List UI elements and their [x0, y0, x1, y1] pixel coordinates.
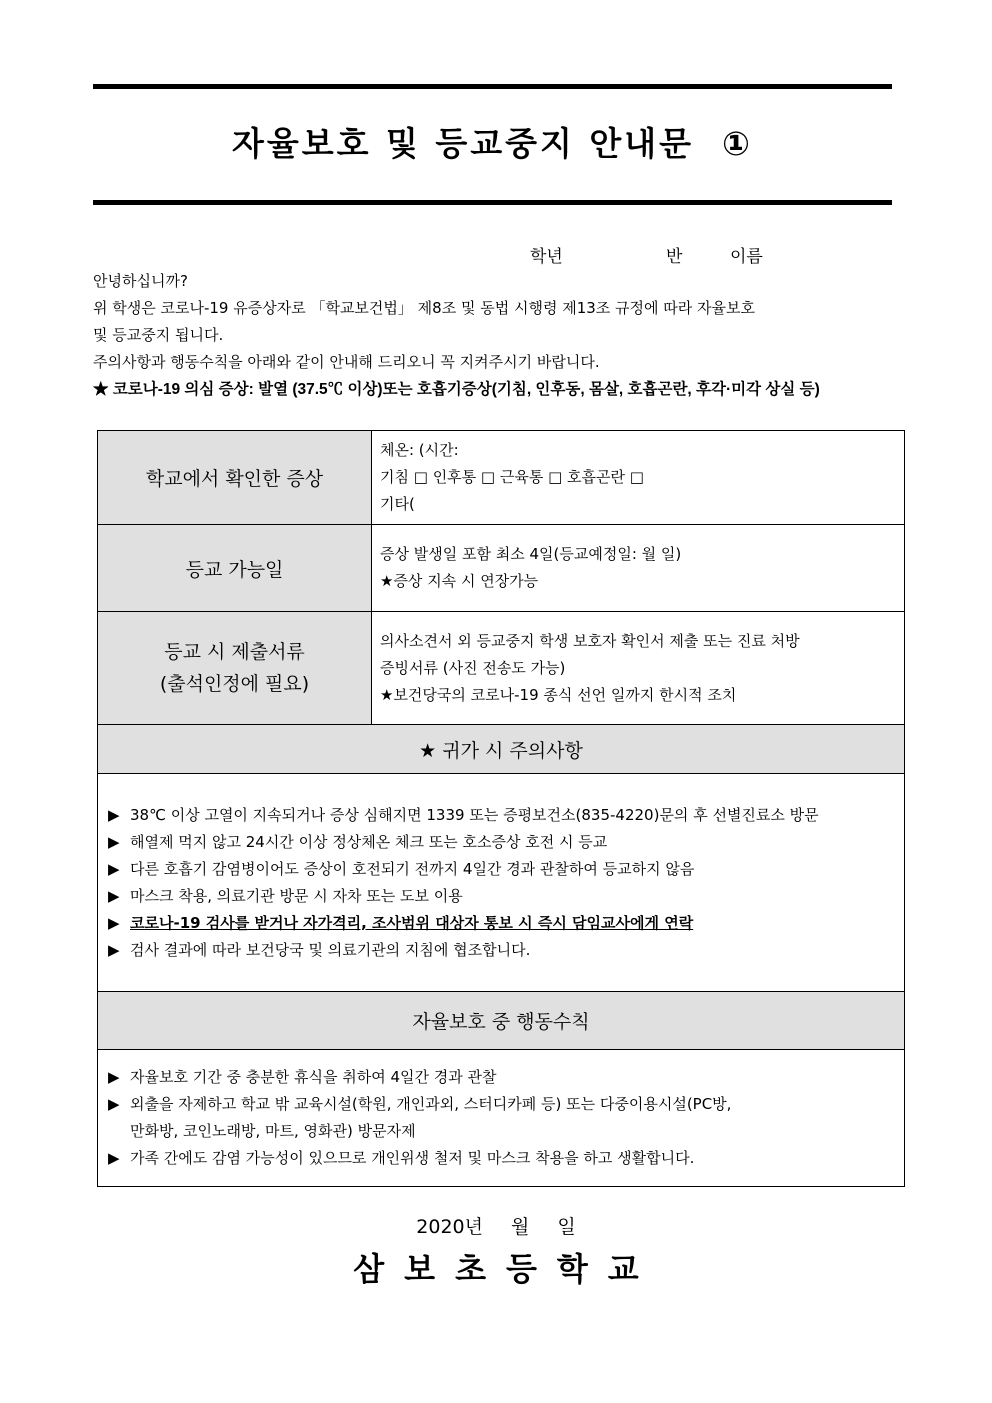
return-date-row — [98, 525, 905, 612]
return-home-list-row — [98, 774, 905, 992]
grade-label: 학년 — [530, 247, 563, 267]
list-item: ▶ 자율보호 기간 중 충분한 휴식을 취하여 4일간 경과 관찰 — [108, 1064, 894, 1091]
greeting: 안녕하십니까? — [93, 272, 188, 290]
date-year: 2020년 — [416, 1216, 483, 1238]
bullet-arrow-icon: ▶ — [108, 859, 120, 878]
return-home-list — [98, 774, 905, 992]
list-item: ▶ 다른 호흡기 감염병이어도 증상이 호전되기 전까지 4일간 경과 관찰하여 등교하지 않음 — [108, 856, 894, 883]
return-date-content — [372, 525, 905, 612]
symptom-notice: ★ 코로나-19 의심 증상: 발열 (37.5℃ 이상)또는 호흡기증상(기침, 인후동, 몸살, 호흡곤란, 후각·미각 상실 등) — [93, 381, 820, 398]
conduct-list — [98, 1050, 905, 1187]
symptom-checkboxes: 기침 □ 인후통 □ 근육통 □ 호흡곤란 □ — [380, 468, 644, 486]
documents-content — [372, 612, 905, 725]
intro-line-2: 및 등교중지 됩니다. — [93, 326, 224, 344]
conduct-list-row — [98, 1050, 905, 1187]
bullet-arrow-icon: ▶ — [108, 1149, 120, 1167]
return-date-label: 등교 가능일 — [98, 525, 372, 612]
temperature-line: 체온: (시간: — [380, 441, 459, 459]
page-title — [93, 118, 892, 165]
list-item-continuation: 만화방, 코인노래방, 마트, 영화관) 방문자제 — [130, 1122, 416, 1140]
symptoms-content — [372, 431, 905, 525]
return-home-heading: ★ 귀가 시 주의사항 — [98, 725, 905, 774]
intro-text — [93, 268, 892, 403]
symptoms-row — [98, 431, 905, 525]
intro-line-3: 주의사항과 행동수칙을 아래와 같이 안내해 드리오니 꼭 지켜주시기 바랍니다. — [93, 353, 600, 371]
bullet-arrow-icon: ▶ — [108, 832, 120, 851]
intro-line-1: 위 학생은 코로나-19 유증상자로 「학교보건법」 제8조 및 동법 시행령 제13조 규정에 따라 자율보호 — [93, 299, 755, 317]
list-item: ▶ 외출을 자제하고 학교 밖 교육시설(학원, 개인과외, 스터디카페 등) 또는 다중이용시설(PC방, — [108, 1091, 894, 1118]
title-text: 자율보호 및 등교중지 안내문 — [232, 124, 695, 163]
bullet-arrow-icon: ▶ — [108, 1095, 120, 1113]
documents-line-1: 의사소견서 외 등교중지 학생 보호자 확인서 제출 또는 진료 처방 — [380, 631, 800, 650]
school-name: 삼보초등학교 — [353, 1250, 659, 1288]
documents-line-2: 증빙서류 (사진 전송도 가능) — [380, 658, 566, 677]
return-date-line-1: 증상 발생일 포함 최소 4일(등교예정일: 월 일) — [380, 545, 682, 563]
documents-line-3: ★보건당국의 코로나-19 종식 선언 일까지 한시적 조치 — [380, 685, 737, 704]
list-item: ▶ 마스크 착용, 의료기관 방문 시 자차 또는 도보 이용 — [108, 883, 894, 910]
bullet-arrow-icon: ▶ — [108, 1068, 120, 1086]
top-rule — [93, 84, 892, 89]
list-item: ▶ 해열제 먹지 않고 24시간 이상 정상체온 체크 또는 호소증상 호전 시 등교 — [108, 829, 894, 856]
guidance-table — [97, 430, 905, 1187]
date-month: 월 — [511, 1216, 530, 1238]
list-item: ▶ 가족 간에도 감염 가능성이 있으므로 개인위생 철저 및 마스크 착용을 하고 생활합니다. — [108, 1145, 894, 1172]
documents-label — [98, 612, 372, 725]
title-bottom-rule — [93, 200, 892, 205]
bullet-arrow-icon: ▶ — [108, 886, 120, 905]
date-line — [0, 1212, 992, 1239]
documents-row — [98, 612, 905, 725]
return-home-heading-row — [98, 725, 905, 774]
bullet-arrow-icon: ▶ — [108, 940, 120, 959]
list-item: ▶ 검사 결과에 따라 보건당국 및 의료기관의 지침에 협조합니다. — [108, 937, 894, 964]
other-symptom-line: 기타( — [380, 495, 415, 513]
class-label: 반 — [666, 247, 683, 267]
conduct-heading-row — [98, 992, 905, 1050]
return-date-line-2: ★증상 지속 시 연장가능 — [380, 572, 539, 590]
list-item-emphasized: ▶ 코로나-19 검사를 받거나 자가격리, 조사범위 대상자 통보 시 즉시 담임교사에게 연락 — [108, 910, 894, 937]
date-day: 일 — [557, 1216, 576, 1238]
symptoms-label: 학교에서 확인한 증상 — [98, 431, 372, 525]
name-label: 이름 — [730, 247, 763, 267]
documents-label-line-2: (출석인정에 필요) — [159, 673, 310, 695]
conduct-heading: 자율보호 중 행동수칙 — [98, 992, 905, 1050]
list-item: ▶ 38℃ 이상 고열이 지속되거나 증상 심해지면 1339 또는 증평보건소(835-4220)문의 후 선별진료소 방문 — [108, 802, 894, 829]
title-number-mark: ① — [722, 124, 753, 163]
bullet-arrow-icon: ▶ — [108, 913, 120, 932]
bullet-arrow-icon: ▶ — [108, 805, 120, 824]
documents-label-line-1: 등교 시 제출서류 — [164, 641, 305, 663]
